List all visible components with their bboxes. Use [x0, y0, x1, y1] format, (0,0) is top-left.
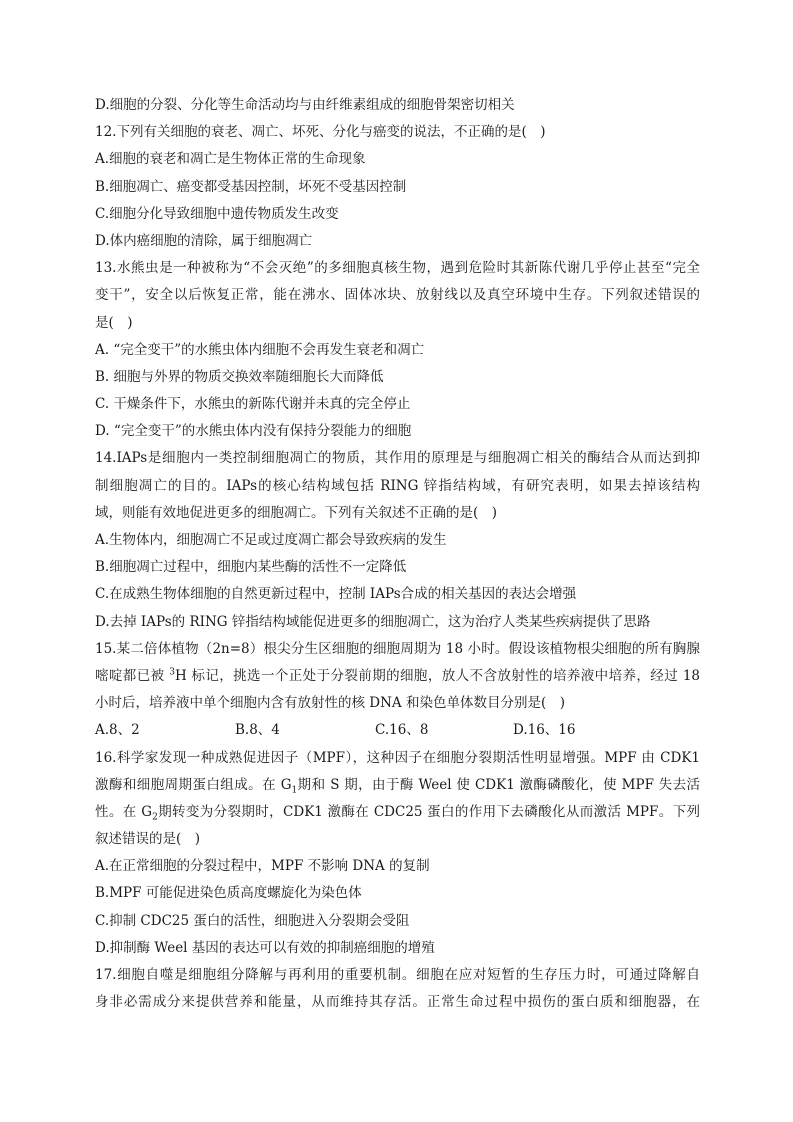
text-line: [95, 799, 700, 826]
answer-option: C.16、8: [375, 722, 429, 739]
text-line: 12.下列有关细胞的衰老、凋亡、坏死、分化与癌变的说法，不正确的是( ): [95, 124, 546, 141]
text-segment: 性。在 G: [95, 803, 153, 820]
question-text: [95, 92, 700, 1016]
text-line: D.体内癌细胞的清除，属于细胞凋亡: [95, 232, 313, 249]
text-line: 小时后，培养液中单个细胞内含有放射性的核 DNA 和染色单体数目分别是( ): [95, 695, 566, 712]
text-line: B. 细胞与外界的物质交换效率随细胞长大而降低: [95, 368, 384, 385]
text-line: 14.IAPs是细胞内一类控制细胞凋亡的物质，其作用的原理是与细胞凋亡相关的酶结合从而达到抑: [95, 450, 700, 467]
text-line: B.细胞凋亡、癌变都受基因控制，坏死不受基因控制: [95, 178, 407, 195]
text-segment: 期和 S 期，由于酶 Weel 使 CDK1 激酶磷酸化，使 MPF 失去活: [297, 776, 700, 793]
superscript: 3: [169, 667, 175, 678]
text-line: B.细胞凋亡过程中，细胞内某些酶的活性不一定降低: [95, 559, 407, 576]
text-line: [95, 772, 700, 799]
text-line: A.在正常细胞的分裂过程中，MPF 不影响 DNA 的复制: [95, 858, 430, 875]
text-line: B.MPF 可能促进染色质高度螺旋化为染色体: [95, 885, 362, 902]
answer-option: B.8、4: [235, 722, 280, 739]
text-line: D.抑制酶 Weel 基因的表达可以有效的抑制癌细胞的增殖: [95, 939, 435, 956]
text-segment: 期转变为分裂期时，CDK1 激酶在 CDC25 蛋白的作用下去磷酸化从而激活 MPF。下列: [157, 803, 700, 820]
text-line: 身非必需成分来提供营养和能量，从而维持其存活。正常生命过程中损伤的蛋白质和细胞器，在: [95, 994, 700, 1011]
subscript: 1: [291, 785, 298, 796]
text-line: 17.细胞自噬是细胞组分降解与再利用的重要机制。细胞在应对短暂的生存压力时，可通过降解自: [95, 967, 700, 983]
text-line: 制细胞凋亡的目的。IAPs的核心结构域包括 RING 锌指结构域，有研究表明，如果去掉该结构: [95, 477, 700, 494]
text-line: 变干”，安全以后恢复正常，能在沸水、固体冰块、放射线以及真空环境中生存。下列叙述错误的: [95, 287, 700, 304]
text-segment: H 标记，挑选一个正处于分裂前期的细胞，放人不含放射性的培养液中培养，经过 18: [174, 667, 700, 684]
text-line: [95, 663, 700, 690]
answer-option: A.8、2: [95, 722, 140, 739]
text-line: A. “完全变干”的水熊虫体内细胞不会再发生衰老和凋亡: [95, 341, 425, 358]
answer-options-row: [95, 717, 700, 744]
text-segment: 嘧啶都已被: [95, 667, 170, 684]
text-line: C.抑制 CDC25 蛋白的活性，细胞进入分裂期会受阻: [95, 912, 410, 929]
text-line: 13.水熊虫是一种被称为“不会灭绝”的多细胞真核生物，遇到危险时其新陈代谢几乎停止甚至“完全: [95, 260, 700, 277]
text-segment: 激酶和细胞周期蛋白组成。在 G: [95, 776, 292, 793]
text-line: C. 干燥条件下，水熊虫的新陈代谢并未真的完全停止: [95, 396, 411, 413]
text-line: A.生物体内，细胞凋亡不足或过度凋亡都会导致疾病的发生: [95, 532, 447, 548]
text-line: C.在成熟生物体细胞的自然更新过程中，控制 IAPs合成的相关基因的表达会增强: [95, 586, 577, 603]
text-line: D.去掉 IAPs的 RING 锌指结构域能促进更多的细胞凋亡，这为治疗人类某些疾病提供了思路: [95, 613, 651, 630]
text-line: D.细胞的分裂、分化等生命活动均与由纤维素组成的细胞骨架密切相关: [95, 97, 515, 113]
text-line: A.细胞的衰老和凋亡是生物体正常的生命现象: [95, 151, 366, 168]
text-line: 15.某二倍体植物（2n=8）根尖分生区细胞的细胞周期为 18 小时。假设该植物根尖细胞的所有胸腺: [95, 640, 700, 657]
subscript: 2: [152, 812, 158, 823]
text-line: 16.科学家发现一种成熟促进因子（MPF），这种因子在细胞分裂期活性明显增强。MPF 由 CDK1: [95, 749, 700, 766]
text-line: C.细胞分化导致细胞中遗传物质发生改变: [95, 205, 339, 222]
text-line: D. “完全变干”的水熊虫体内没有保持分裂能力的细胞: [95, 423, 412, 440]
answer-option: D.16、16: [513, 722, 576, 739]
text-line: 是( ): [95, 314, 133, 331]
text-line: 域，则能有效地促进更多的细胞凋亡。下列有关叙述不正确的是( ): [95, 504, 498, 521]
text-line: 叙述错误的是( ): [95, 831, 201, 848]
